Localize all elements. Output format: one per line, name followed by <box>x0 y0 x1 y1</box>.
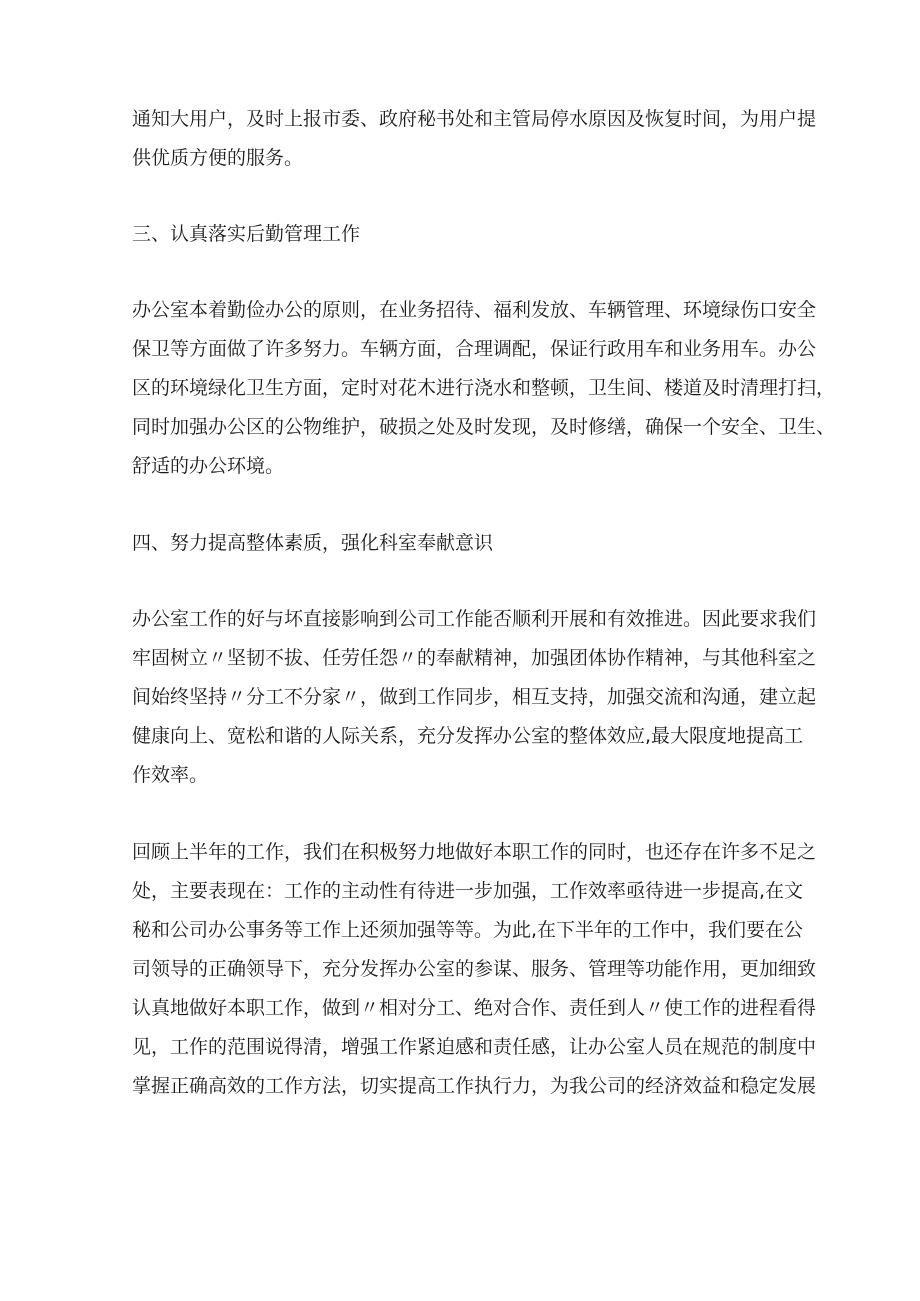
text-line: 作效率。 <box>132 764 209 786</box>
text-line: 认真地做好本职工作，做到〃相对分工、绝对合作、责任到人〃使工作的进程看得 <box>132 997 817 1019</box>
text-line: 处，主要表现在：工作的主动性有待进一步加强，工作效率亟待进一步提高,在文 <box>132 880 804 902</box>
text-line: 掌握正确高效的工作方法，切实提高工作执行力，为我公司的经济效益和稳定发展 <box>132 1075 817 1097</box>
section-heading-logistics: 三、认真落实后勤管理工作 <box>132 223 361 245</box>
text-line: 办公室本着勤俭办公的原则，在业务招待、福利发放、车辆管理、环境绿伤口安全 <box>132 299 817 321</box>
text-line: 牢固树立〃坚韧不拔、任劳任怨〃的奉献精神，加强团体协作精神，与其他科室之 <box>132 647 817 669</box>
text-line: 保卫等方面做了许多努力。车辆方面，合理调配，保证行政用车和业务用车。办公 <box>132 338 817 360</box>
text-line: 舒适的办公环境。 <box>132 455 285 477</box>
text-line: 秘和公司办公事务等工作上还须加强等等。为此,在下半年的工作中，我们要在公 <box>132 919 804 941</box>
text-line: 通知大用户，及时上报市委、政府秘书处和主管局停水原因及恢复时间，为用户提 <box>132 108 817 130</box>
paragraph-user-notification <box>132 100 817 178</box>
text-line: 供优质方便的服务。 <box>132 147 304 169</box>
section-heading-quality: 四、努力提高整体素质，强化科室奉献意识 <box>132 532 494 554</box>
text-line: 同时加强办公区的公物维护，破损之处及时发现，及时修缮，确保一个安全、卫生、 <box>132 416 836 438</box>
paragraph-review <box>132 833 817 1106</box>
text-line: 健康向上、宽松和谐的人际关系，充分发挥办公室的整体效应,最大限度地提高工 <box>132 725 804 747</box>
paragraph-dedication <box>132 600 817 795</box>
text-line: 区的环境绿化卫生方面，定时对花木进行浇水和整顿，卫生间、楼道及时清理打扫， <box>132 377 836 399</box>
paragraph-logistics <box>132 291 836 486</box>
text-line: 回顾上半年的工作，我们在积极努力地做好本职工作的同时，也还存在许多不足之 <box>132 841 817 863</box>
text-line: 办公室工作的好与坏直接影响到公司工作能否顺利开展和有效推进。因此要求我们 <box>132 608 817 630</box>
text-line: 司领导的正确领导下，充分发挥办公室的参谋、服务、管理等功能作用，更加细致 <box>132 958 817 980</box>
document-page <box>132 100 836 1106</box>
text-line: 见，工作的范围说得清，增强工作紧迫感和责任感，让办公室人员在规范的制度中 <box>132 1036 817 1058</box>
text-line: 间始终坚持〃分工不分家〃，做到工作同步，相互支持，加强交流和沟通，建立起 <box>132 686 817 708</box>
